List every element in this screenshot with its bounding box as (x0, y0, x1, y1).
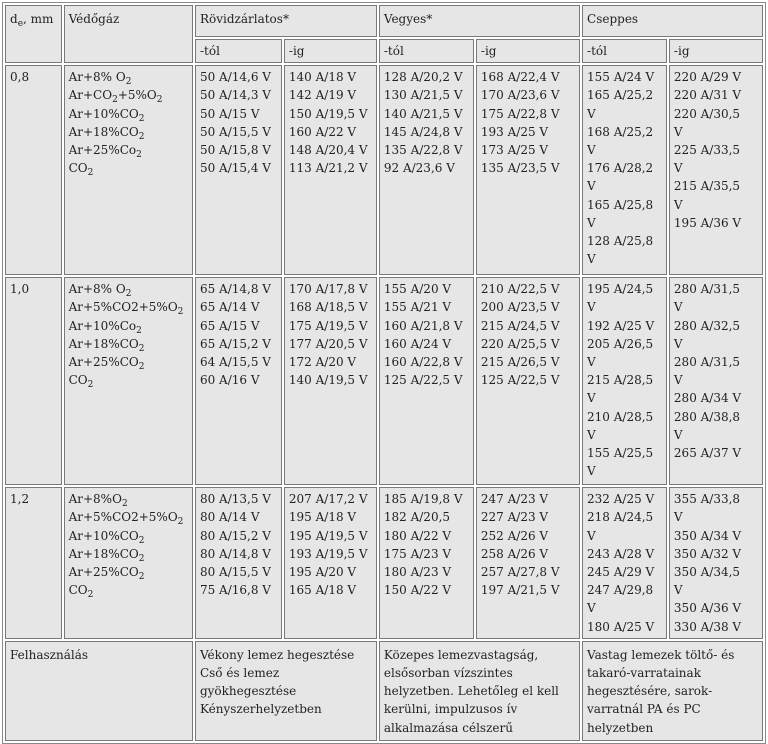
mixed-to-cell (476, 65, 580, 275)
gas-line: $Ar+18\%CO_2$ (68, 336, 145, 354)
value-line: 160 A/22,8 V (383, 355, 463, 370)
value-line: 215 A/28,5 (587, 373, 654, 388)
value-line: 125 A/22,5 V (480, 373, 560, 388)
value-line: 330 A/38 V (673, 619, 742, 634)
value-line: 207 A/17,2 V (288, 492, 368, 507)
value-line: 80 A/14,8 V (199, 546, 271, 561)
value-line: V (587, 391, 596, 406)
value-line: 195 A/24,5 (587, 282, 654, 297)
value-line: 215 A/24,5 V (480, 318, 560, 333)
diameter-header: $d_e$, mm (5, 5, 62, 63)
value-line: 355 A/33,8 (673, 492, 741, 507)
value-line: 165 A/25,2 (587, 88, 654, 103)
value-line: 170 A/17,8 V (288, 282, 368, 297)
value-line: 150 A/22 V (383, 583, 452, 598)
value-line: 140 A/19,5 V (288, 373, 368, 388)
value-line: 168 A/18,5 V (288, 300, 368, 315)
value-line: 60 A/16 V (199, 373, 260, 388)
gas-line: $Ar+10\%CO_2$ (68, 106, 145, 124)
value-line: V (673, 197, 683, 212)
mixed-from-cell (379, 65, 474, 275)
value-line: 65 A/14,8 V (199, 282, 271, 297)
value-line: V (587, 179, 596, 194)
value-line: 252 A/26 V (480, 528, 549, 543)
value-line: 155 A/24 V (587, 70, 655, 85)
usage-short-line: Kényszerhelyzetben (199, 702, 322, 717)
value-line: 180 A/23 V (383, 565, 452, 580)
gas-line: $Ar+10\%Co_2$ (68, 318, 142, 336)
value-line: 218 A/24,5 (587, 510, 654, 525)
usage-row (5, 641, 763, 741)
value-line: 195 A/18 V (288, 510, 357, 525)
value-line: 180 A/22 V (383, 528, 452, 543)
value-line: 135 A/22,8 V (383, 143, 463, 158)
usage-drop-text: Vastag lemezek töltő- és takaró-varratainak hegesztésére, sarok-varratnál PA és PC helyzetben (587, 647, 735, 735)
mixed-to-header: -ig (476, 39, 580, 63)
gas-line: $Ar+25\%CO_2$ (68, 565, 145, 583)
short-to-cell (284, 277, 377, 485)
value-line: V (673, 373, 683, 388)
value-line: V (587, 300, 596, 315)
value-line: 150 A/19,5 V (288, 106, 368, 121)
gas-line: $Ar+25\%CO_2$ (68, 355, 145, 373)
value-line: 220 A/30,5 (673, 106, 741, 121)
gas-line: Ar+8% $O_2$ (68, 282, 132, 300)
drop-from-cell (582, 487, 667, 639)
value-line: 75 A/16,8 V (199, 583, 271, 598)
value-line: 195 A/19,5 V (288, 528, 368, 543)
value-line: 170 A/23,6 V (480, 88, 560, 103)
value-line: V (587, 464, 596, 479)
gas-line: $Ar+8\%O_2$ (68, 492, 128, 510)
value-line: 280 A/38,8 (673, 409, 741, 424)
value-line: 215 A/35,5 (673, 179, 741, 194)
drop-from-cell (582, 277, 667, 485)
value-line: V (673, 583, 683, 598)
value-line: 220 A/29 V (673, 70, 742, 85)
header-row (5, 5, 763, 37)
mixed-header: Vegyes* (379, 5, 580, 37)
value-line: 195 A/20 V (288, 565, 357, 580)
value-line: 280 A/34 V (673, 391, 742, 406)
value-line: 80 A/14 V (199, 510, 260, 525)
value-line: 176 A/28,2 (587, 161, 654, 176)
short-from-header: -tól (195, 39, 282, 63)
diameter-cell: 1,0 (5, 277, 62, 485)
mixed-from-cell (379, 277, 474, 485)
short-from-cell (195, 487, 282, 639)
value-line: 175 A/22,8 V (480, 106, 560, 121)
value-line: 265 A/37 V (673, 446, 742, 461)
value-line: 142 A/19 V (288, 88, 357, 103)
value-line: V (673, 300, 683, 315)
drop-from-header: -tól (582, 39, 667, 63)
value-line: 80 A/15,5 V (199, 565, 271, 580)
value-line: V (673, 427, 683, 442)
value-line: 350 A/36 V (673, 601, 742, 616)
value-line: 160 A/21,8 V (383, 318, 463, 333)
value-line: 50 A/14,6 V (199, 70, 271, 85)
value-line: 155 A/25,5 (587, 446, 654, 461)
drop-from-cell (582, 65, 667, 275)
table-row (5, 65, 763, 275)
gas-line: $Ar+10\%CO_2$ (68, 528, 145, 546)
value-line: 130 A/21,5 V (383, 88, 463, 103)
value-line: V (587, 252, 596, 267)
value-line: V (587, 355, 596, 370)
value-line: 350 A/32 V (673, 546, 742, 561)
mixed-to-cell (476, 277, 580, 485)
value-line: 193 A/25 V (480, 124, 549, 139)
value-line: 165 A/18 V (288, 583, 357, 598)
value-line: 205 A/26,5 (587, 336, 654, 351)
value-line: 245 A/29 V (587, 565, 655, 580)
value-line: 180 A/25 V (587, 619, 655, 634)
short-from-cell (195, 65, 282, 275)
value-line: 168 A/25,2 (587, 124, 654, 139)
value-line: 65 A/14 V (199, 300, 260, 315)
value-line: 193 A/19,5 V (288, 546, 368, 561)
value-line: 165 A/25,8 (587, 197, 654, 212)
value-line: 175 A/19,5 V (288, 318, 368, 333)
short-to-cell (284, 487, 377, 639)
value-line: V (673, 161, 683, 176)
value-line: 125 A/22,5 V (383, 373, 463, 388)
short-to-header: -ig (284, 39, 377, 63)
value-line: 350 A/34 V (673, 528, 742, 543)
value-line: 243 A/28 V (587, 546, 655, 561)
value-line: 140 A/18 V (288, 70, 357, 85)
value-line: 160 A/24 V (383, 336, 452, 351)
value-line: 50 A/15,4 V (199, 161, 271, 176)
value-line: 113 A/21,2 V (288, 161, 368, 176)
usage-label: Felhasználás (5, 641, 193, 741)
gas-line: Ar+8% $O_2$ (68, 70, 132, 88)
value-line: 210 A/28,5 (587, 409, 654, 424)
usage-mixed (379, 641, 580, 741)
gas-cell (64, 65, 193, 275)
value-line: V (587, 215, 596, 230)
usage-short-line: Cső és lemez gyökhegesztése (199, 666, 297, 699)
value-line: 168 A/22,4 V (480, 70, 560, 85)
value-line: V (587, 143, 596, 158)
value-line: V (587, 528, 596, 543)
short-from-cell (195, 277, 282, 485)
usage-short-line: Vékony lemez hegesztése (199, 647, 355, 662)
value-line: 50 A/15,8 V (199, 143, 271, 158)
mixed-from-header: -tól (379, 39, 474, 63)
value-line: 185 A/19,8 V (383, 492, 463, 507)
gas-line: $Ar+18\%CO_2$ (68, 124, 145, 142)
gas-line: $Ar+25\%Co_2$ (68, 143, 142, 161)
table-row (5, 277, 763, 485)
mixed-to-cell (476, 487, 580, 639)
value-line: 280 A/31,5 (673, 282, 741, 297)
gas-line: $CO_2$ (68, 161, 94, 179)
value-line: 80 A/13,5 V (199, 492, 271, 507)
gas-line: $Ar+CO_2+5\%O_2$ (68, 88, 163, 106)
value-line: 200 A/23,5 V (480, 300, 560, 315)
value-line: 350 A/34,5 (673, 565, 741, 580)
gas-cell (64, 487, 193, 639)
gas-line: $CO_2$ (68, 583, 94, 601)
value-line: 145 A/24,8 V (383, 124, 463, 139)
value-line: 50 A/14,3 V (199, 88, 271, 103)
value-line: 225 A/33,5 (673, 143, 741, 158)
value-line: 257 A/27,8 V (480, 565, 560, 580)
value-line: 50 A/15,5 V (199, 124, 271, 139)
value-line: 220 A/31 V (673, 88, 742, 103)
value-line: 232 A/25 V (587, 492, 655, 507)
value-line: 135 A/23,5 V (480, 161, 560, 176)
value-line: 247 A/23 V (480, 492, 549, 507)
value-line: 220 A/25,5 V (480, 336, 560, 351)
diameter-cell: 0,8 (5, 65, 62, 275)
drop-to-header: -ig (669, 39, 763, 63)
value-line: 173 A/25 V (480, 143, 549, 158)
value-line: V (673, 336, 683, 351)
value-line: 280 A/32,5 (673, 318, 741, 333)
value-line: 195 A/36 V (673, 215, 742, 230)
value-line: 247 A/29,8 (587, 583, 654, 598)
welding-parameters-table (2, 2, 766, 744)
gas-header: Védőgáz (64, 5, 193, 63)
drop-to-cell (669, 277, 763, 485)
value-line: 92 A/23,6 V (383, 161, 455, 176)
value-line: 280 A/31,5 (673, 355, 741, 370)
value-line: V (587, 427, 596, 442)
value-line: 258 A/26 V (480, 546, 549, 561)
value-line: 227 A/23 V (480, 510, 549, 525)
diameter-cell: 1,2 (5, 487, 62, 639)
value-line: 155 A/21 V (383, 300, 452, 315)
value-line: 128 A/20,2 V (383, 70, 463, 85)
value-line: 155 A/20 V (383, 282, 452, 297)
usage-mixed-text: Közepes lemezvastagság, elsősorban vízszintes helyzetben. Lehetőleg el kell kerülni, impulzusos ív alkalmazása célszerű (383, 647, 559, 735)
gas-line: $Ar+18\%CO_2$ (68, 546, 145, 564)
value-line: 182 A/20,5 (383, 510, 451, 525)
usage-short (195, 641, 377, 741)
value-line: 65 A/15,2 V (199, 336, 271, 351)
value-line: 128 A/25,8 (587, 234, 654, 249)
usage-droplet (582, 641, 763, 741)
value-line: 50 A/15 V (199, 106, 260, 121)
value-line: V (587, 106, 596, 121)
value-line: 175 A/23 V (383, 546, 452, 561)
drop-to-cell (669, 487, 763, 639)
value-line: 64 A/15,5 V (199, 355, 271, 370)
value-line: V (587, 601, 596, 616)
value-line: 192 A/25 V (587, 318, 655, 333)
value-line: 148 A/20,4 V (288, 143, 368, 158)
value-line: 160 A/22 V (288, 124, 357, 139)
gas-cell (64, 277, 193, 485)
value-line: 177 A/20,5 V (288, 336, 368, 351)
value-line: 80 A/15,2 V (199, 528, 271, 543)
table-row (5, 487, 763, 639)
value-line: 172 A/20 V (288, 355, 357, 370)
gas-line: $CO_2$ (68, 373, 94, 391)
mixed-from-cell (379, 487, 474, 639)
droplet-header: Cseppes (582, 5, 763, 37)
gas-line: $Ar+5\%CO2+5\%O_2$ (68, 300, 184, 318)
short-circuit-header: Rövidzárlatos* (195, 5, 377, 37)
value-line: 197 A/21,5 V (480, 583, 560, 598)
value-line: 215 A/26,5 V (480, 355, 560, 370)
gas-line: $Ar+5\%CO2+5\%O_2$ (68, 510, 184, 528)
value-line: 210 A/22,5 V (480, 282, 560, 297)
value-line: V (673, 510, 683, 525)
value-line: 140 A/21,5 V (383, 106, 463, 121)
value-line: 65 A/15 V (199, 318, 260, 333)
short-to-cell (284, 65, 377, 275)
value-line: V (673, 124, 683, 139)
drop-to-cell (669, 65, 763, 275)
